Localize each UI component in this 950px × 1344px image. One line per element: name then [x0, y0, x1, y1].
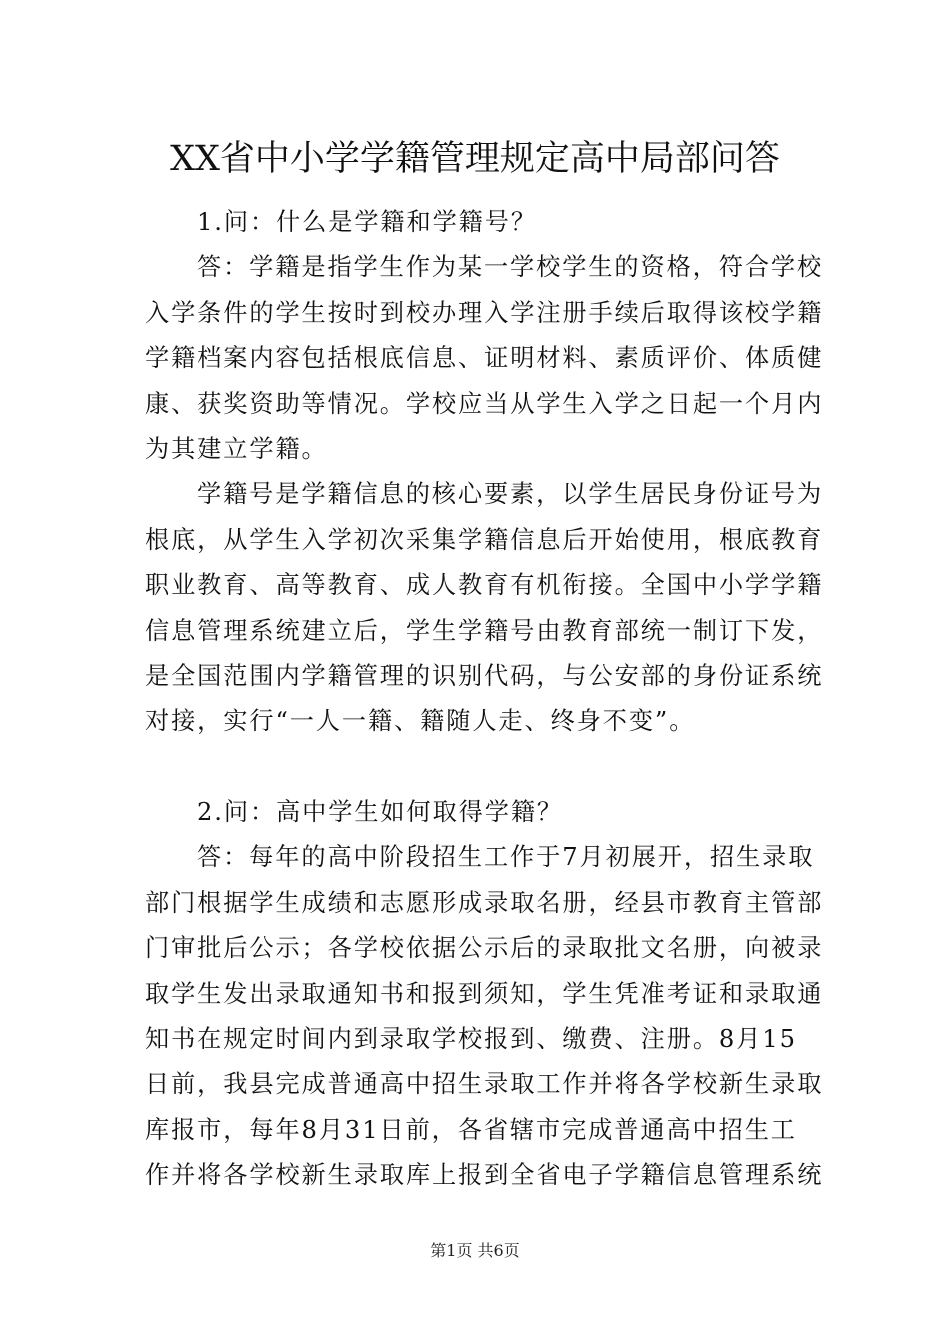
answer-1-paragraph-2-line: 职业教育、高等教育、成人教育有机衔接。全国中小学学籍 — [145, 571, 824, 600]
answer-1-paragraph-2-line: 信息管理系统建立后，学生学籍号由教育部统一制订下发， — [145, 616, 824, 645]
answer-1-line: 为其建立学籍。 — [145, 434, 328, 463]
answer-1-paragraph-2-line: 学籍号是学籍信息的核心要素，以学生居民身份证号为 — [197, 480, 824, 509]
answer-1-paragraph-2-line: 是全国范围内学籍管理的识别代码，与公安部的身份证系统 — [145, 661, 824, 690]
answer-1-line: 入学条件的学生按时到校办理入学注册手续后取得该校学籍 — [145, 298, 824, 327]
answer-2-line: 日前，我县完成普通高中招生录取工作并将各学校新生录取 — [145, 1070, 824, 1099]
answer-1-paragraph-2-line: 对接，实行“一人一籍、籍随人走、终身不变”。 — [145, 707, 696, 736]
answer-1-line: 学籍档案内容包括根底信息、证明材料、素质评价、体质健 — [145, 344, 824, 373]
page-title: XX省中小学学籍管理规定高中局部问答 — [170, 139, 780, 179]
answer-2-line: 答：每年的高中阶段招生工作于7月初展开，招生录取 — [197, 843, 815, 872]
document-body — [145, 200, 824, 1199]
question-1: 1.问：什么是学籍和学籍号？ — [197, 208, 537, 236]
answer-2-line: 门审批后公示；各学校依据公示后的录取批文名册，向被录 — [145, 934, 824, 963]
answer-2-line: 库报市，每年8月31日前，各省辖市完成普通高中招生工 — [145, 1115, 797, 1144]
answer-2-line: 取学生发出录取通知书和报到须知，学生凭准考证和录取通 — [145, 979, 824, 1008]
answer-1-line: 康、获奖资助等情况。学校应当从学生入学之日起一个月内 — [145, 389, 824, 418]
answer-1-paragraph-2-line: 根底，从学生入学初次采集学籍信息后开始使用，根底教育 — [145, 525, 824, 554]
page-number: 第1页 共6页 — [430, 1241, 520, 1260]
answer-2-line: 作并将各学校新生录取库上报到全省电子学籍信息管理系统 — [145, 1161, 824, 1190]
question-2: 2.问：高中学生如何取得学籍？ — [197, 798, 564, 827]
paragraph-gap — [145, 745, 807, 790]
answer-2-line: 部门根据学生成绩和志愿形成录取名册，经县市教育主管部 — [145, 888, 824, 917]
answer-1-line: 答：学籍是指学生作为某一学校学生的资格，符合学校 — [197, 253, 824, 282]
answer-2-line: 知书在规定时间内到录取学校报到、缴费、注册。8月15 — [145, 1025, 797, 1054]
